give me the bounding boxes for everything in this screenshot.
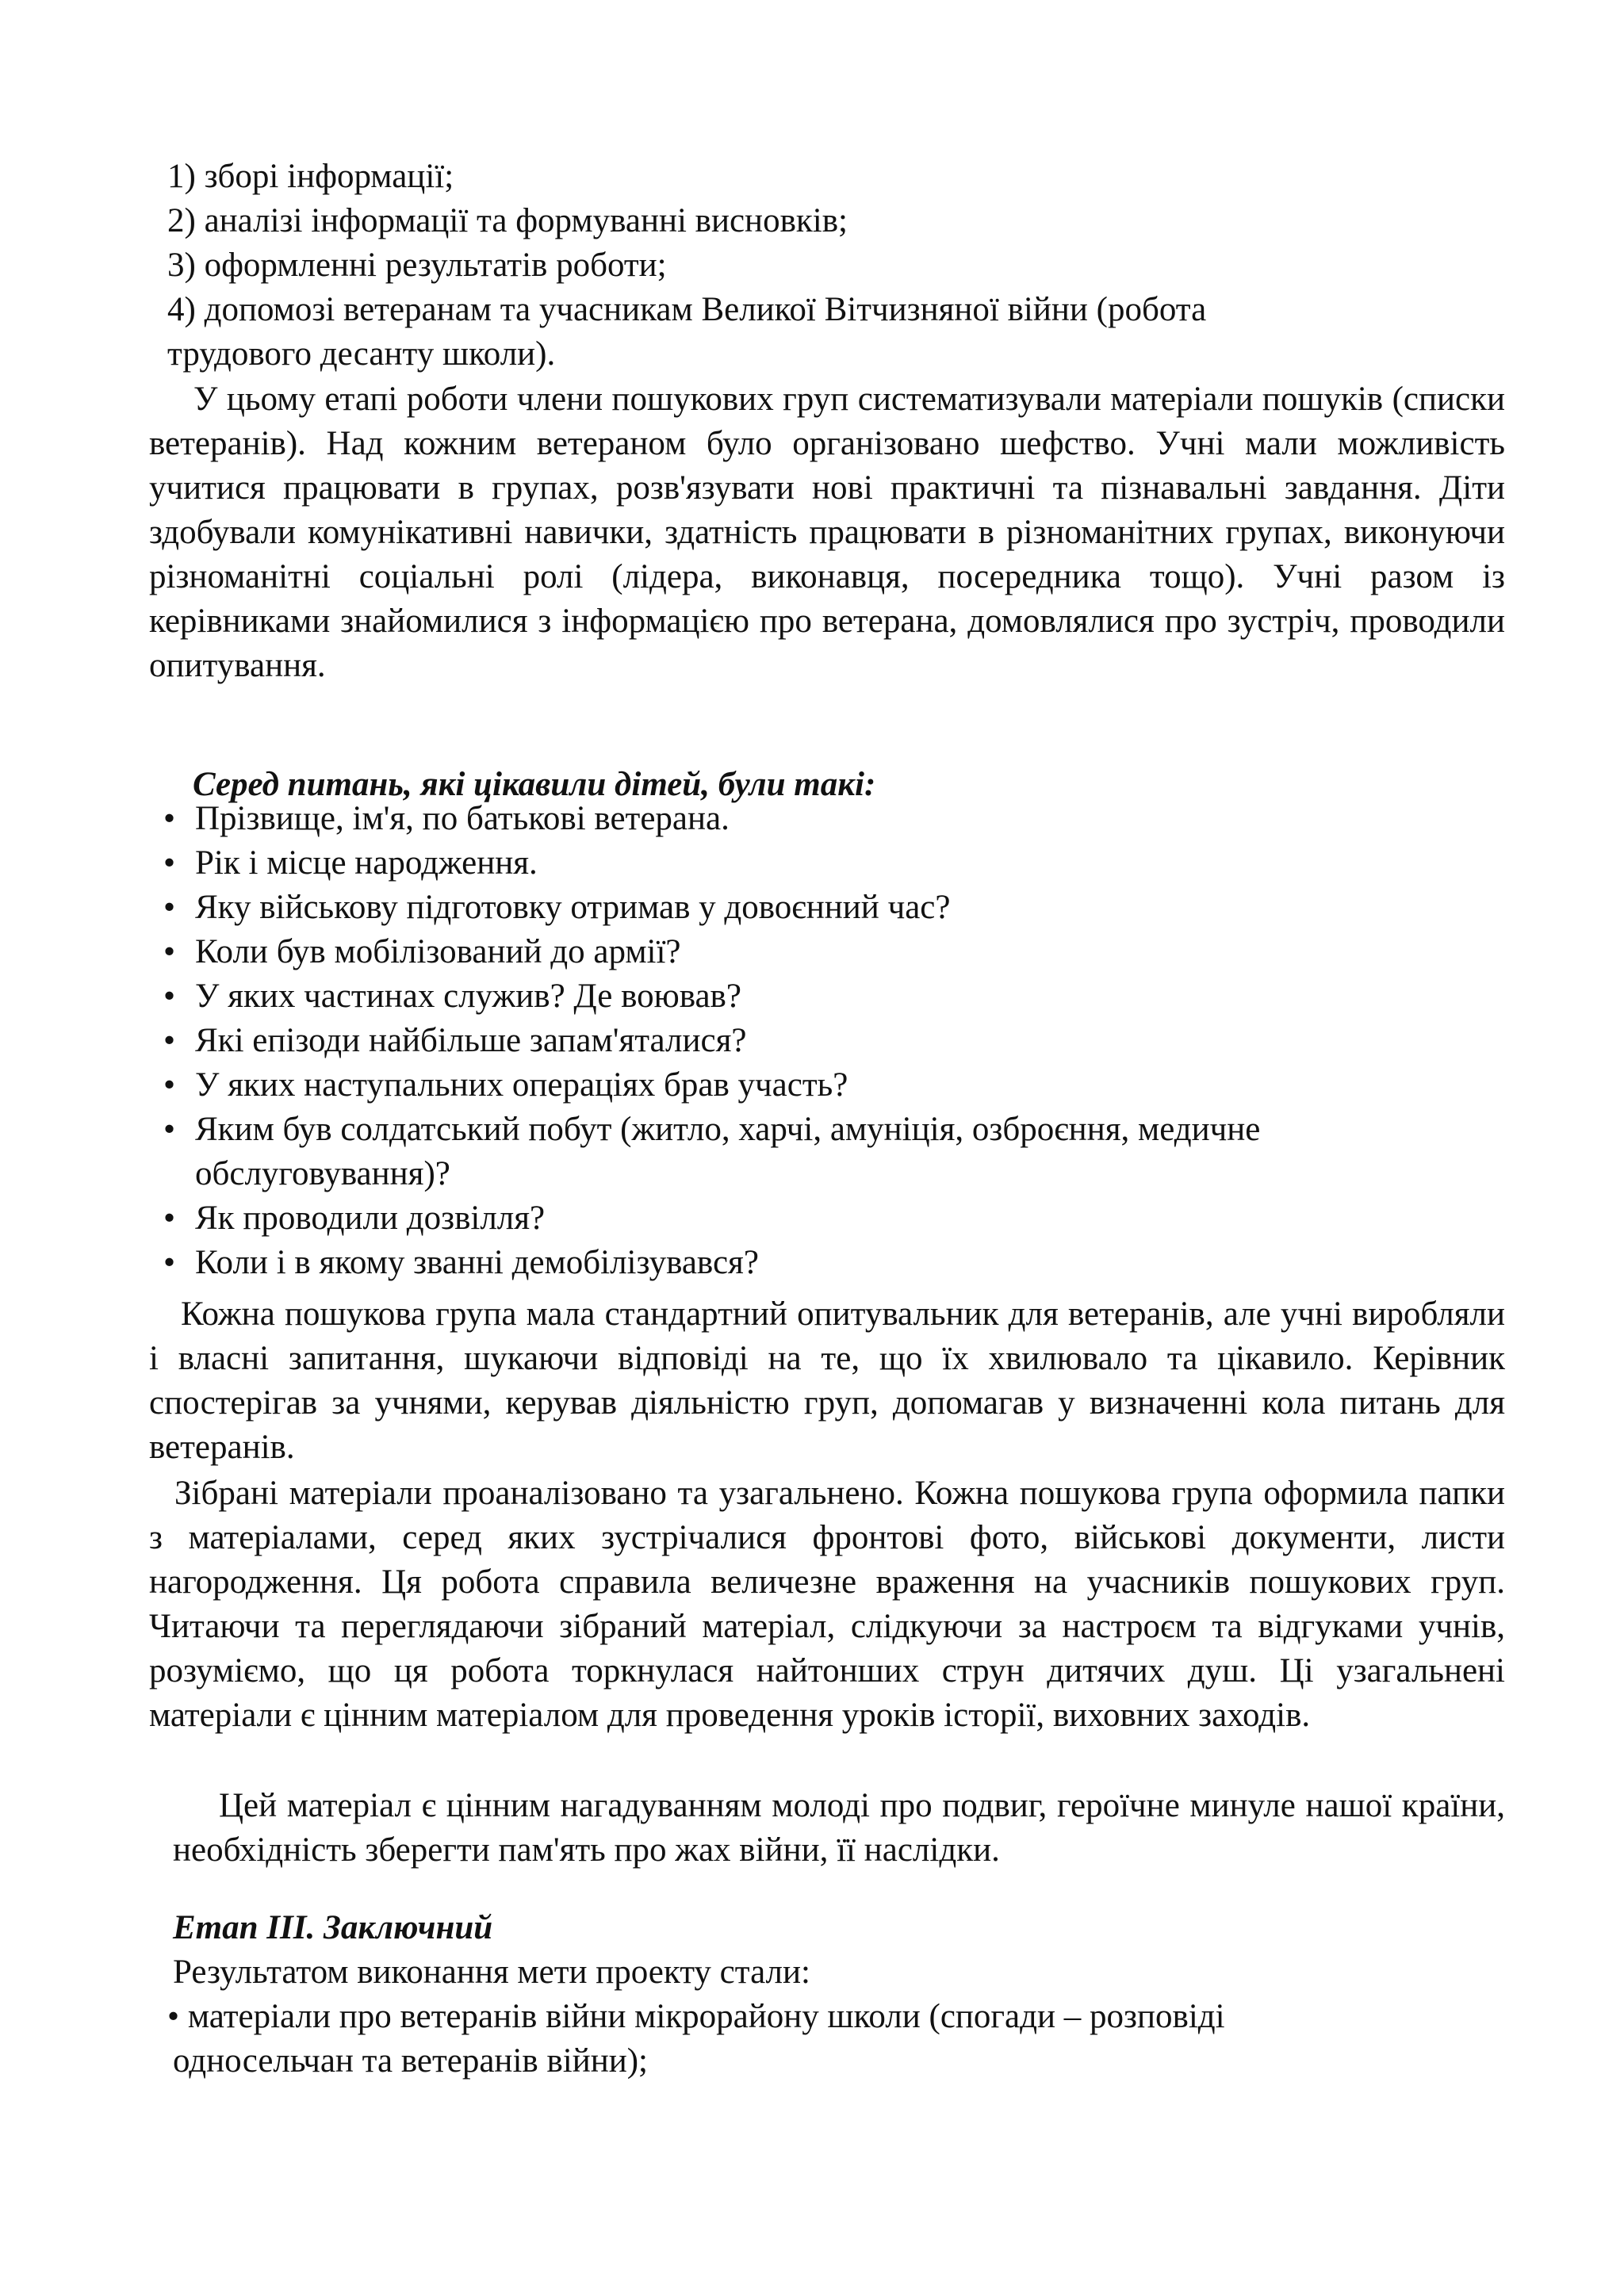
paragraph-materials: Зібрані матеріали проаналізовано та узагальнено. Кожна пошукова група оформила папки з матеріалами, серед яких зустрічалися фронтові фото, військові документи, листи нагородження. Ця робота справила величезне враження на учасників пошукових груп. Читаючи та переглядаючи зібраний матеріал, слідкуючи за настроєм та відгуками учнів, розуміємо, що ця робота торкнулася найтонших струн дитячих душ. Ці узагальнені матеріали є цінним матеріалом для проведення уроків історії, виховних заходів. [149, 1475, 1505, 1734]
step-2: 2) аналізі інформації та формуванні висновків; [167, 202, 848, 239]
list-item: • Прізвище, ім'я, по батькові ветерана. [163, 797, 1511, 841]
step-4: 4) допомозі ветеранам та учасникам Великої Вітчизняної війни (робота [167, 291, 1207, 328]
list-item: • Яку військову підготовку отримав у довоєнний час? [163, 886, 1511, 930]
paragraph-questionnaire: Кожна пошукова група мала стандартний опитувальник для ветеранів, але учні виробляли і власні запитання, шукаючи відповіді на те, що їх хвилювало та цікавило. Керівник спостерігав за учнями, керував діяльністю груп, допомагав у визначенні кола питань для ветеранів. [149, 1295, 1505, 1466]
stage-3-heading: Етап III. Заключний [173, 1909, 493, 1946]
stage-3-intro: Результатом виконання мети проекту стали: [173, 1954, 810, 1991]
list-item: • Як проводили дозвілля? [163, 1196, 1511, 1241]
step-3: 3) оформленні результатів роботи; [167, 247, 667, 284]
step-1: 1) зборі інформації; [167, 158, 454, 195]
list-item: • У яких наступальних операціях брав участь? [163, 1063, 1511, 1108]
paragraph-systematization: У цьому етапі роботи члени пошукових груп систематизували матеріали пошуків (списки ветеранів). Над кожним ветераном було організовано шефство. Учні мали можливість учитися працювати в групах, розв'язувати нові практичні та пізнавальні завдання. Діти здобували комунікативні навички, здатність працювати в різноманітних групах, виконуючи різноманітні соціальні ролі (лідера, виконавця, посередника тощо). Учні разом із керівниками знайомилися з інформацією про ветерана, домовлялися про зустріч, проводили опитування. [149, 381, 1505, 684]
list-item: • Рік і місце народження. [163, 841, 1511, 886]
stage-3-result: • матеріали про ветеранів війни мікрорайону школи (спогади – розповіді [167, 1995, 1225, 2039]
stage-3-result-continued: односельчан та ветеранів війни); [173, 2042, 648, 2080]
step-4-continued: трудового десанту школи). [167, 335, 556, 373]
questions-heading: Серед питань, які цікавили дітей, були такі: [193, 766, 876, 803]
list-item: • Які епізоди найбільше запам'яталися? [163, 1019, 1511, 1063]
list-item: • Яким був солдатський побут (житло, харчі, амуніція, озброєння, медичне обслуговування)? [163, 1108, 1297, 1196]
questions-list [163, 797, 1511, 1285]
paragraph-reminder: Цей матеріал є цінним нагадуванням молоді про подвиг, героїчне минуле нашої країни, необхідність зберегти пам'ять про жах війни, її наслідки. [173, 1787, 1505, 1869]
list-item: • Коли і в якому званні демобілізувався? [163, 1241, 1511, 1285]
list-item: • Коли був мобілізований до армії? [163, 930, 1511, 974]
list-item: • У яких частинах служив? Де воював? [163, 974, 1511, 1019]
